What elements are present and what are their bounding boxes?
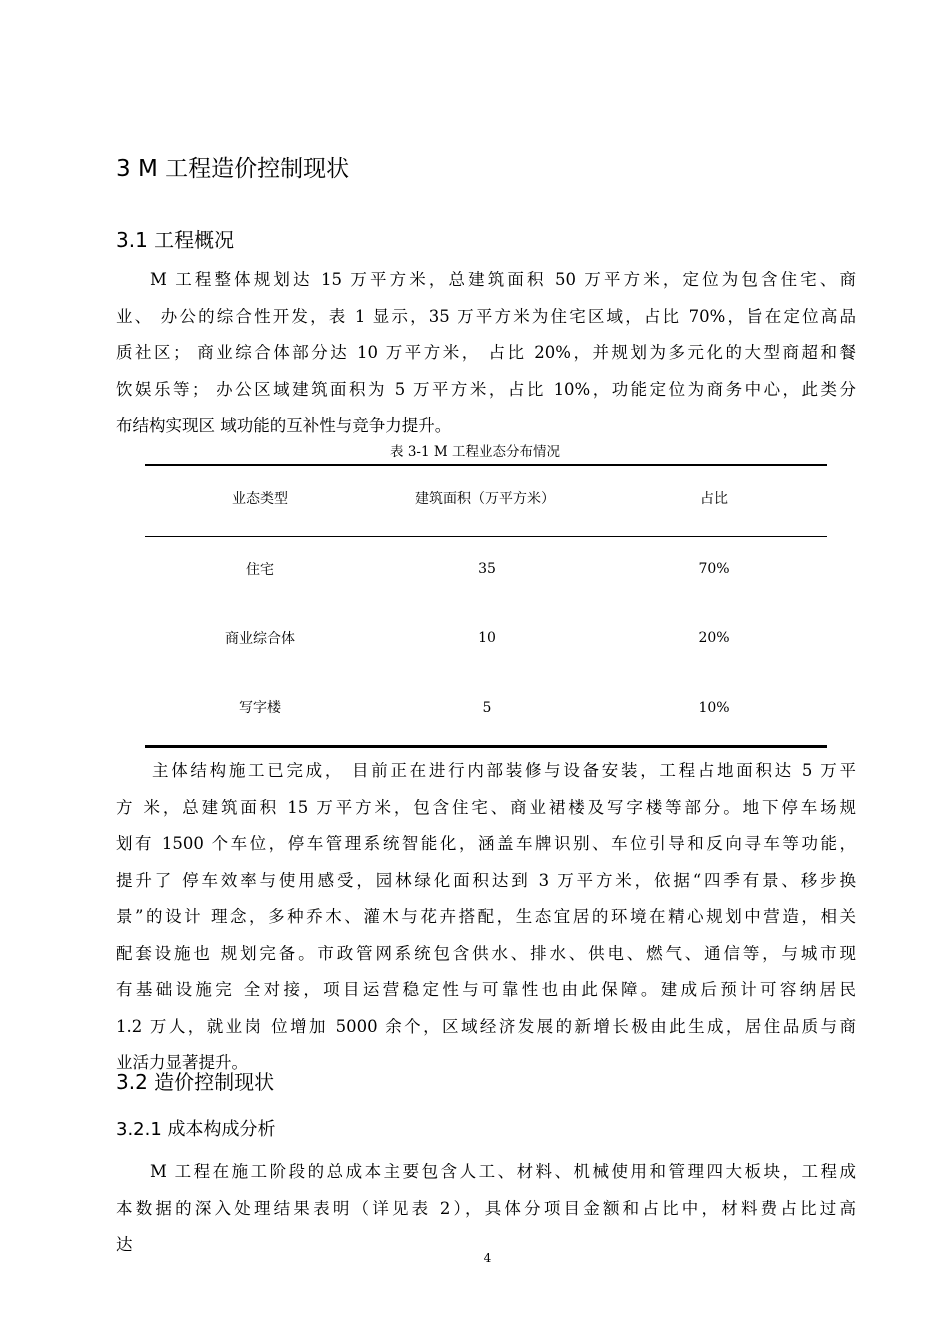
table-cell: 10: [478, 630, 496, 646]
table-header: 占比: [700, 491, 728, 507]
table-caption: 表 3-1 M 工程业态分布情况: [390, 444, 560, 460]
text-line: 业活力显著提升。: [116, 1053, 248, 1072]
text-line: 方 米，总建筑面积 15 万平方米，包含住宅、商业裙楼及写字楼等部分。地下停车场规: [116, 797, 856, 817]
text-line: 主体结构施工已完成， 目前正在进行内部装修与设备安装，工程占地面积达 5 万平: [152, 761, 856, 780]
text-line: 达: [116, 1235, 133, 1254]
text-line: 提升了 停车效率与使用感受，园林绿化面积达到 3 万平方米，依据“四季有景、移步换: [116, 870, 856, 890]
text-line: 景”的设计 理念，多种乔木、灌木与花卉搭配，生态宜居的环境在精心规划中营造，相关: [116, 907, 856, 926]
table-cell: 70%: [698, 561, 730, 577]
table-bottom-rule: [145, 745, 827, 748]
table-header: 业态类型: [232, 491, 288, 507]
paragraph-overview: [116, 262, 856, 445]
text-line: M 工程整体规划达 15 万平方米，总建筑面积 50 万平方米，定位为包含住宅、商: [150, 270, 856, 289]
table-cell: 写字楼: [239, 700, 281, 716]
text-line: 划有 1500 个车位，停车管理系统智能化，涵盖车牌识别、车位引导和反向寻车等功能，: [116, 834, 856, 853]
table-header: 建筑面积（万平方米）: [415, 491, 555, 507]
text-line: 质社区； 商业综合体部分达 10 万平方米， 占比 20%，并规划为多元化的大型商超和餐: [116, 343, 856, 362]
table-cell: 10%: [698, 700, 730, 716]
table-cell: 35: [478, 561, 496, 577]
table-cell: 住宅: [246, 562, 274, 578]
text-line: 1.2 万人，就业岗 位增加 5000 余个，区域经济发展的新增长极由此生成，居住品质与商: [116, 1016, 856, 1036]
section-title-3-2: 3.2 造价控制现状: [116, 1070, 275, 1094]
subsection-title-3-2-1: 3.2.1 成本构成分析: [116, 1119, 276, 1140]
text-line: 有基础设施完 全对接，项目运营稳定性与可靠性也由此保障。建成后预计可容纳居民: [116, 980, 856, 999]
text-line: 配套设施也 规划完备。市政管网系统包含供水、排水、供电、燃气、通信等，与城市现: [116, 943, 856, 963]
section-title-3-1: 3.1 工程概况: [116, 228, 235, 252]
text-line: 本数据的深入处理结果表明（详见表 2），具体分项目金额和占比中，材料费占比过高: [116, 1198, 856, 1218]
chapter-title: 3 M 工程造价控制现状: [116, 156, 350, 182]
table-top-rule: [145, 464, 827, 466]
page-number: 4: [483, 1251, 492, 1265]
text-line: M 工程在施工阶段的总成本主要包含人工、材料、机械使用和管理四大板块，工程成: [150, 1162, 856, 1181]
table-cell: 20%: [698, 630, 730, 646]
text-line: 布结构实现区 域功能的互补性与竞争力提升。: [116, 416, 452, 435]
table-cell: 5: [482, 700, 492, 716]
text-line: 业、 办公的综合性开发，表 1 显示，35 万平方米为住宅区域，占比 70%，旨在定位高品: [116, 306, 856, 326]
table-cell: 商业综合体: [225, 631, 295, 647]
text-line: 饮娱乐等； 办公区域建筑面积为 5 万平方米，占比 10%，功能定位为商务中心，此类分: [116, 379, 856, 399]
paragraph-progress: [116, 753, 856, 1082]
paragraph-cost: [116, 1154, 856, 1264]
table-header-rule: [145, 536, 827, 537]
